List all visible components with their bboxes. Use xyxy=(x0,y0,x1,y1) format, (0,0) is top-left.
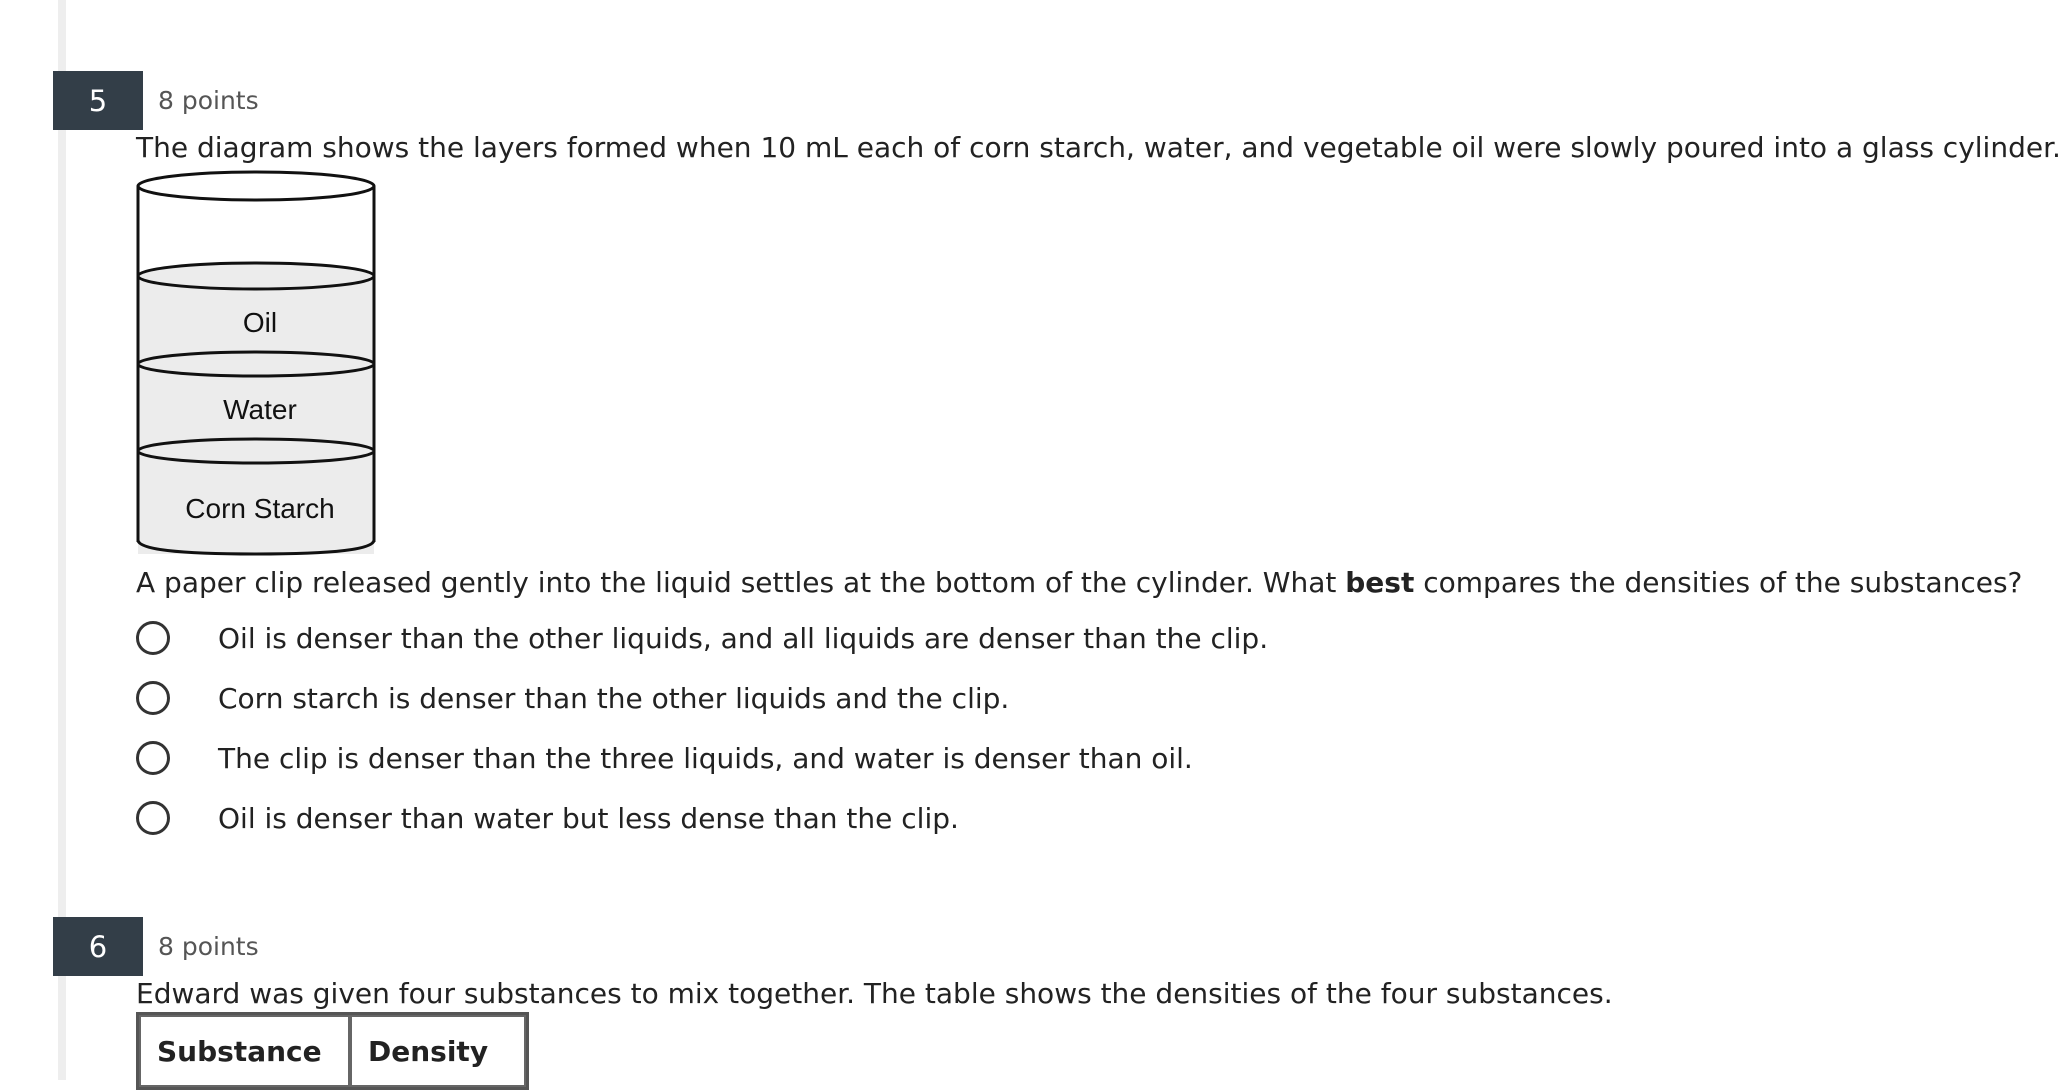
cylinder-diagram xyxy=(134,168,384,560)
question-prompt xyxy=(136,566,2022,599)
answer-option-label: Oil is denser than the other liquids, and all liquids are denser than the clip. xyxy=(218,621,1269,655)
prompt-text-after: compares the densities of the substances? xyxy=(1414,566,2023,599)
prompt-text-bold: best xyxy=(1345,566,1415,599)
oil-surface xyxy=(138,263,374,289)
cylinder-bottom xyxy=(138,540,374,554)
radio-button[interactable] xyxy=(136,681,170,715)
layer-label-oil: Oil xyxy=(242,307,278,338)
question-number-badge: 5 xyxy=(53,71,143,130)
layer-label-water: Water xyxy=(223,394,297,425)
answer-option-d[interactable] xyxy=(136,795,959,841)
table-header-density: Density xyxy=(350,1015,526,1087)
question-points: 8 points xyxy=(158,932,259,961)
radio-button[interactable] xyxy=(136,741,170,775)
question-number-badge: 6 xyxy=(53,917,143,976)
prompt-text-before: A paper clip released gently into the liquid settles at the bottom of the cylinder. What xyxy=(136,566,1346,599)
table-header-substance: Substance xyxy=(139,1015,350,1087)
answer-option-label: The clip is denser than the three liquids, and water is denser than oil. xyxy=(218,741,1193,775)
water-surface xyxy=(138,352,374,376)
answer-option-c[interactable] xyxy=(136,735,1193,781)
answer-option-b[interactable] xyxy=(136,675,1009,721)
question-stem: The diagram shows the layers formed when 10 mL each of corn starch, water, and vegetable oil were slowly poured into a glass cylinder. xyxy=(136,131,2061,164)
answer-option-label: Corn starch is denser than the other liquids and the clip. xyxy=(218,681,1010,715)
radio-button[interactable] xyxy=(136,621,170,655)
layer-label-corn-starch: Corn Starch xyxy=(185,493,335,524)
cylinder-rim xyxy=(138,172,374,200)
density-table xyxy=(136,1012,529,1090)
answer-option-a[interactable] xyxy=(136,615,1268,661)
radio-button[interactable] xyxy=(136,801,170,835)
corn-starch-surface xyxy=(138,439,374,463)
table-header-row xyxy=(139,1015,526,1087)
answer-option-label: Oil is denser than water but less dense than the clip. xyxy=(218,801,959,835)
question-stem: Edward was given four substances to mix together. The table shows the densities of the four substances. xyxy=(136,977,1613,1010)
question-points: 8 points xyxy=(158,86,259,115)
